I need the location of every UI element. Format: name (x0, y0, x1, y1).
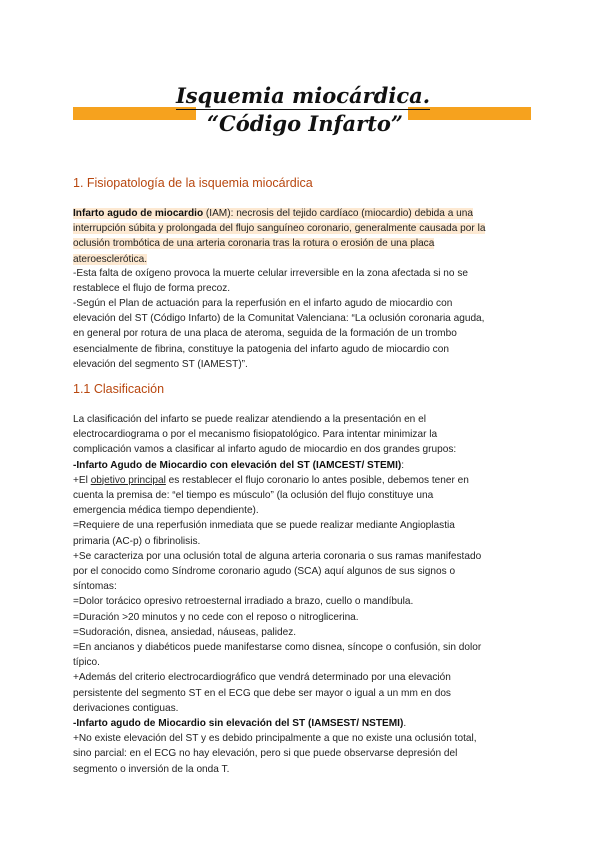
section-heading-clasificacion: 1.1 Clasificación (73, 382, 165, 396)
symptom-item: =Dolor torácico opresivo retroesternal irradiado a brazo, cuello o mandíbula. (73, 596, 414, 608)
objetivo-principal: objetivo principal (90, 474, 166, 486)
paragraph-plan-actuacion: -Según el Plan de actuación para la reperfusión en el infarto agudo de miocardio con elevación del ST (Código Infarto) de la Comunitat Valenciana: “La oclusión coronaria aguda, en general por rotura de una placa de ateroma, seguida de la formación de un trombo esencialmente de fibrina, constituye la patogenia del infarto agudo de miocardio con elevación del segmento ST (IAMEST)”. (73, 298, 485, 370)
paragraph-oxygen: -Esta falta de oxígeno provoca la muerte celular irreversible en la zona afectada si no se restablece el flujo de forma precoz. (73, 268, 468, 295)
symptom-item: =Duración >20 minutos y no cede con el reposo o nitroglicerina. (73, 611, 359, 623)
document-subtitle: “Código Infarto” (206, 111, 404, 136)
stemi-heading: -Infarto Agudo de Miocardio con elevación del ST (IAMCEST/ STEMI) (73, 459, 402, 471)
section-heading-fisiopatologia: 1. Fisiopatología de la isquemia miocárdica (73, 176, 313, 190)
classification-body: La clasificación del infarto se puede realizar atendiendo a la presentación en el electrocardiograma o por el mecanismo fisiopatológico. Para intentar minimizar la complicación vamos a clasificar al infarto agudo de miocardio en dos grandes grupos: -Infarto Agudo de Miocardio con elevación del ST (IAMCEST/ STEMI): +El objetivo principal es restablecer el flujo coronario lo antes posible, debemos tener en cuenta la premisa de: “el tiempo es músculo” (la oclusión del flujo constituye una emergencia médica tiempo dependiente). =Requiere de una reperfusión inmediata que se puede realizar mediante Angioplastia primaria (AC-p) o fibrinolisis. +Se caracteriza por una oclusión total de alguna arteria coronaria o sus ramas manifestado por el conocido como Síndrome coronario agudo (SCA) aquí algunos de sus signos o síntomas: =Dolor torácico opresivo retroesternal irradiado a brazo, cuello o mandíbula. =Duración >20 minutos y no cede con el reposo o nitroglicerina. =Sudoración, disnea, ansiedad, náuseas, palidez. =En ancianos y diabéticos puede manifestarse como disnea, síncope o confusión, sin dolor típico. +Además del criterio electrocardiográfico que vendrá determinado por una elevación persistente del segmento ST en el ECG que debe ser mayor o igual a un mm en dos derivaciones contiguas. -Infarto agudo de Miocardio sin elevación del ST (IAMSEST/ NSTEMI). +No existe elevación del ST y es debido principalmente a que no existe una oclusión total, sino parcial: en el ECG no hay elevación, pero si que puede observarse depresión del segmento o inversión de la onda T. (73, 412, 528, 777)
definition-term: Infarto agudo de miocardio (73, 208, 204, 219)
nstemi-heading: -Infarto agudo de Miocardio sin elevación del ST (IAMSEST/ NSTEMI) (73, 718, 404, 730)
definition-paragraph: Infarto agudo de miocardio (IAM): necrosis del tejido cardíaco (miocardio) debida a una interrupción súbita y prolongada del flujo sanguíneo coronario, generalmente causada por la oclusión trombótica de una arteria coronaria tras la rotura o erosión de una placa ateroesclerótica. (73, 208, 486, 265)
document-title: Isquemia miocárdica. (175, 83, 431, 108)
symptom-item: =Sudoración, disnea, ansiedad, náuseas, palidez. (73, 626, 297, 638)
